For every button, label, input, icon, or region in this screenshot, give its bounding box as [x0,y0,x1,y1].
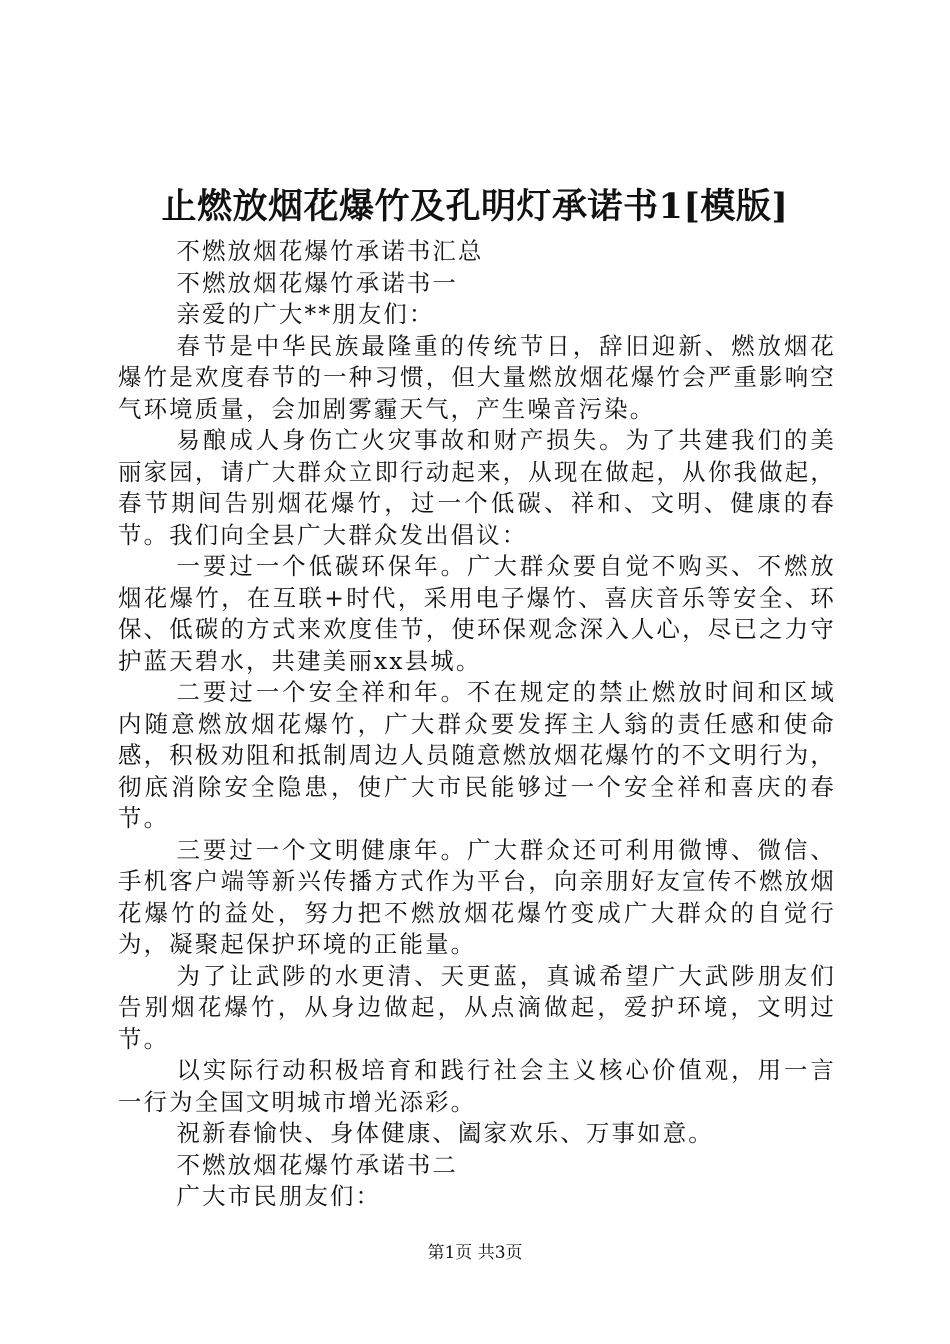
paragraph-letter-two-heading: 不燃放烟花爆竹承诺书二 [176,1150,458,1179]
paragraph-spring-festival: 春节是中华民族最隆重的传统节日，辞旧迎新、燃放烟花爆竹是欢度春节的一种习惯，但大量燃放烟花爆竹会严重影响空气环境质量，会加剧雾霾天气，产生噪音污染。 [118,331,836,423]
document-title: 止燃放烟花爆竹及孔明灯承诺书1[模版] [161,186,789,227]
paragraph-wuzhi: 为了让武陟的水更清、天更蓝，真诚希望广大武陟朋友们告别烟花爆竹，从身边做起，从点滴做起，爱护环境，文明过节。 [118,961,836,1053]
paragraph-civilized: 三要过一个文明健康年。广大群众还可利用微博、微信、手机客户端等新兴传播方式作为平台，向亲朋好友宣传不燃放烟花爆竹的益处，努力把不燃放烟花爆竹变成广大群众的自觉行为，凝聚起保护环境的正能量。 [118,835,836,958]
paragraph-low-carbon: 一要过一个低碳环保年。广大群众要自觉不购买、不燃放烟花爆竹，在互联+时代，采用电子爆竹、喜庆音乐等安全、环保、低碳的方式来欢度佳节，使环保观念深入人心，尽已之力守护蓝天碧水，共建美丽xx县城。 [118,552,836,675]
paragraph-summary-heading: 不燃放烟花爆竹承诺书汇总 [176,237,484,265]
paragraph-letter-one-heading: 不燃放烟花爆竹承诺书一 [176,268,458,297]
paragraph-safe: 二要过一个安全祥和年。不在规定的禁止燃放时间和区域内随意燃放烟花爆竹，广大群众要发挥主人翁的责任感和使命感，积极劝阻和抵制周边人员随意燃放烟花爆竹的不文明行为，彻底消除安全隐患，使广大市民能够过一个安全祥和喜庆的春节。 [118,678,836,832]
paragraph-wishes: 祝新春愉快、身体健康、阖家欢乐、万事如意。 [176,1119,714,1147]
paragraph-salutation: 亲爱的广大**朋友们： [176,300,435,328]
paragraph-core-values: 以实际行动积极培育和践行社会主义核心价值观，用一言一行为全国文明城市增光添彩。 [118,1056,836,1116]
paragraph-accidents: 易酿成人身伤亡火灾事故和财产损失。为了共建我们的美丽家园，请广大群众立即行动起来，从现在做起，从你我做起，春节期间告别烟花爆竹，过一个低碳、祥和、文明、健康的春节。我们向全县广大群众发出倡议： [118,426,836,549]
paragraph-salutation-two: 广大市民朋友们： [176,1182,382,1210]
document-body [118,236,836,1213]
page-footer: 第1页 共3页 [427,1243,523,1263]
